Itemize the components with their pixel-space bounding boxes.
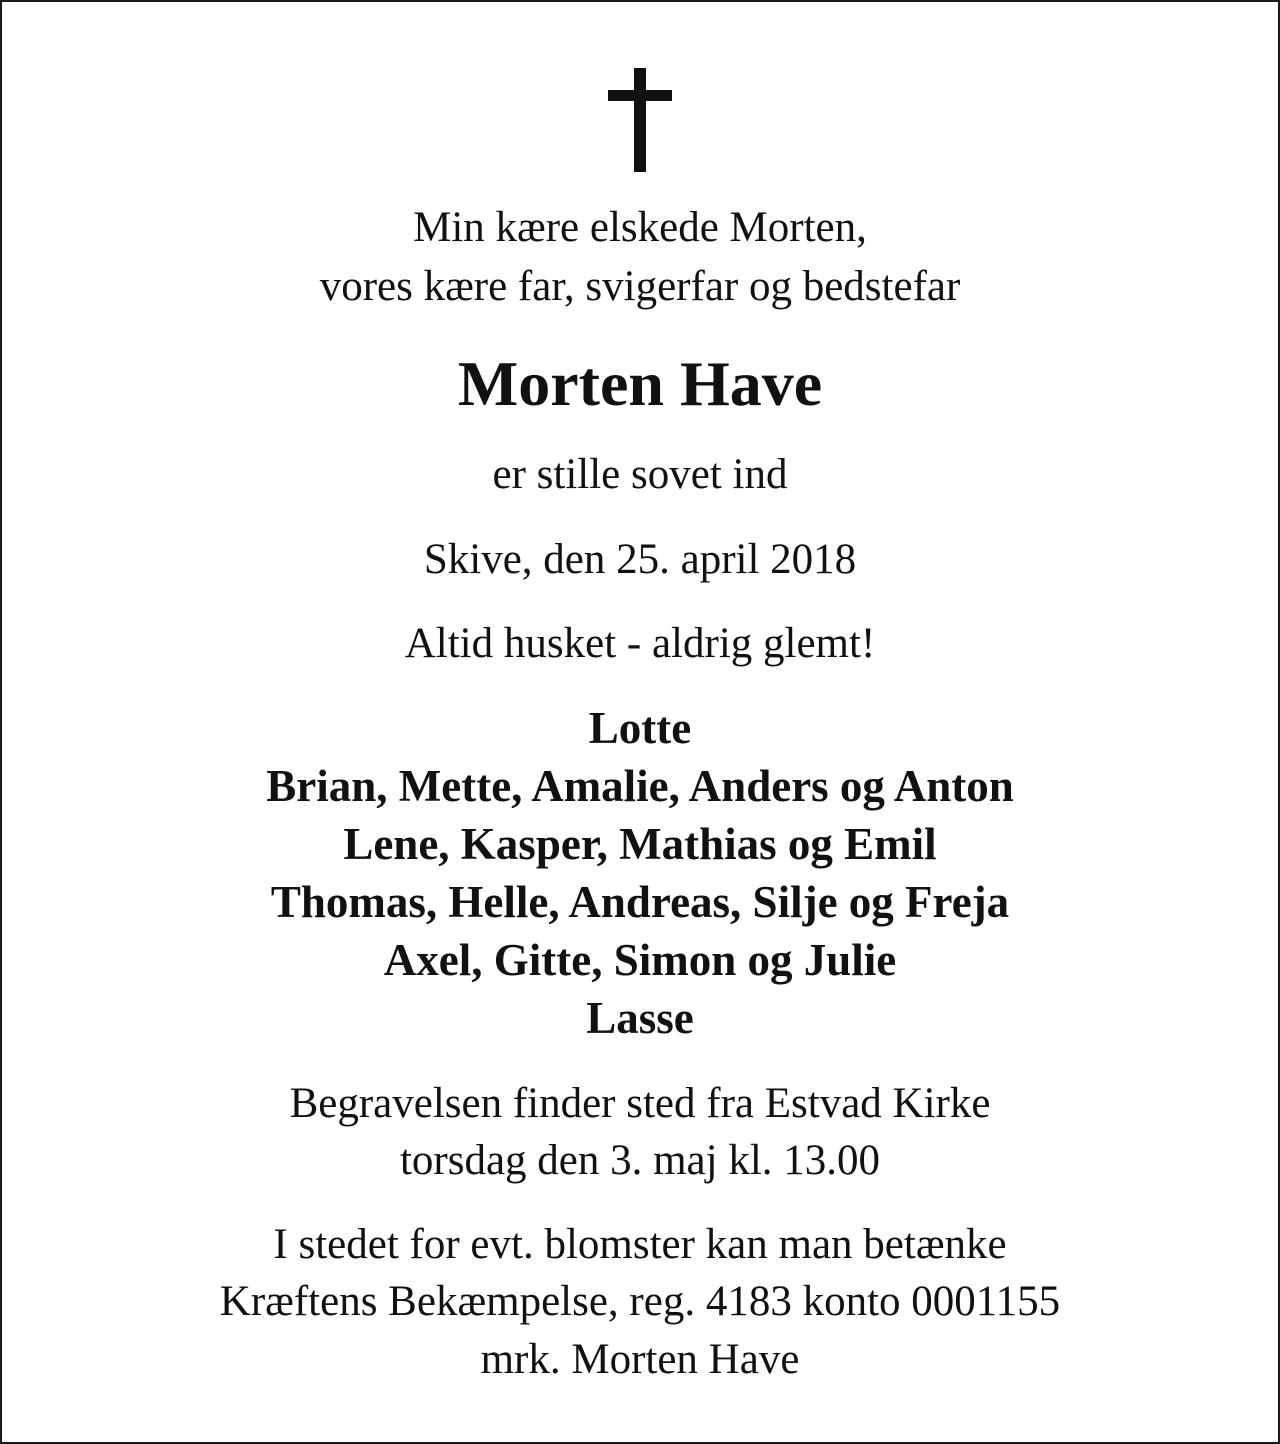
family-line-1: Lotte xyxy=(588,703,692,753)
family-line-4: Thomas, Helle, Andreas, Silje og Freja xyxy=(270,877,1010,927)
family-line-3: Lene, Kasper, Mathias og Emil xyxy=(343,819,937,869)
donation-line-1: I stedet for evt. blomster kan man betænke xyxy=(273,1221,1007,1268)
family-line-2: Brian, Mette, Amalie, Anders og Anton xyxy=(266,761,1014,811)
intro-line-2: vores kære far, svigerfar og bedstefar xyxy=(319,263,961,310)
donation-line-2: Kræftens Bekæmpelse, reg. 4183 konto 0001155 xyxy=(219,1278,1061,1325)
funeral-line-1: Begravelsen finder sted fra Estvad Kirke xyxy=(289,1080,991,1127)
funeral-line-2: torsdag den 3. maj kl. 13.00 xyxy=(399,1137,881,1184)
motto: Altid husket - aldrig glemt! xyxy=(404,620,876,667)
deceased-name: Morten Have xyxy=(457,348,823,419)
intro-line-1: Min kære elskede Morten, xyxy=(413,204,867,251)
family-line-6: Lasse xyxy=(586,993,694,1043)
place-date: Skive, den 25. april 2018 xyxy=(423,536,857,583)
passed-text: er stille sovet ind xyxy=(492,451,788,498)
family-line-5: Axel, Gitte, Simon og Julie xyxy=(383,935,897,985)
cross-icon xyxy=(608,68,672,172)
donation-line-3: mrk. Morten Have xyxy=(480,1336,800,1383)
